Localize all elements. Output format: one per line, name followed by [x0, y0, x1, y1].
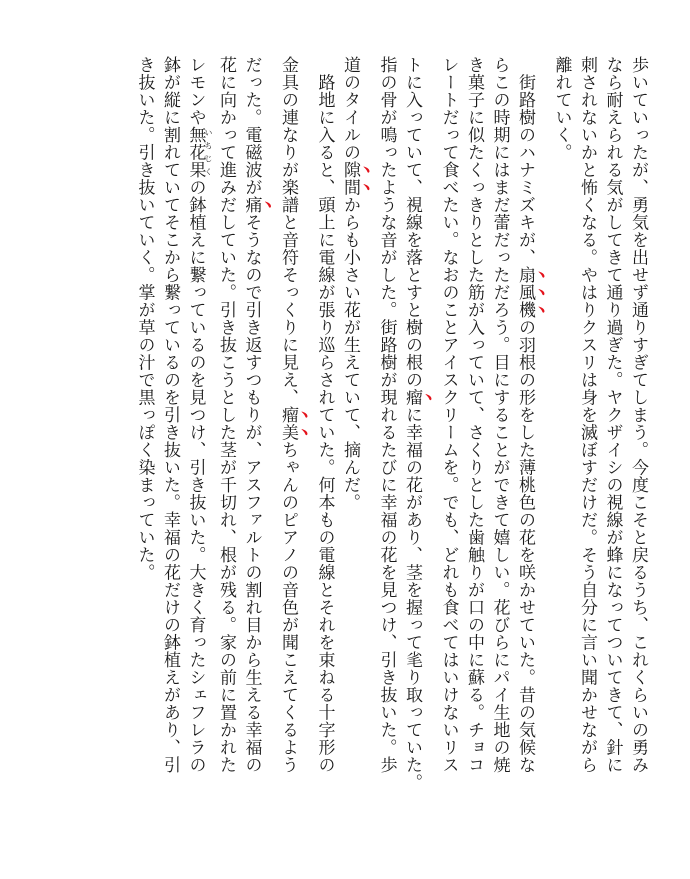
- text-column: [157, 56, 183, 836]
- emphasis-mark-text: 扇風機: [515, 266, 535, 319]
- text-column: [213, 56, 239, 836]
- text-column: [461, 56, 487, 836]
- text-column: [625, 56, 651, 836]
- text-run: き抜いた。引き抜いていく。掌が草の汁で黒っぽく染まっていた。: [134, 56, 155, 581]
- text-column: [574, 56, 600, 836]
- text-run: トに入っていて、視線を落とすと樹の根の: [402, 56, 422, 389]
- text-run: に幸福の花があり、茎を握って毟り取っていた。: [402, 406, 422, 791]
- text-column: [182, 56, 213, 836]
- text-run: 離れていく。: [551, 56, 572, 161]
- text-run: レモンや: [185, 56, 206, 126]
- text-run: だった。電磁波が: [241, 56, 262, 196]
- ruby-text: [185, 126, 213, 179]
- text-column: [548, 56, 574, 836]
- text-column: [373, 56, 399, 836]
- text-run: なら耐えられる気がしてきて通り過ぎた。ヤクザイシの視線が蜂になってついてきて、針に: [602, 56, 623, 774]
- emphasis-mark-text: 瘤: [402, 388, 422, 406]
- text-run: 刺されないかと怖くなる。やはりクスリは身を滅ぼすだけだ。そう自分に言い聞かせながら: [577, 56, 597, 774]
- text-run: 道のタイルの: [340, 56, 360, 161]
- text-column: [599, 56, 625, 836]
- text-run: の羽根の形をした薄桃色の花を咲かせていた。昔の気候な: [515, 318, 535, 774]
- text-column: [311, 56, 337, 836]
- text-run: からも小さい花が生えていて、摘んだ。: [340, 196, 360, 511]
- vertical-text-page: [30, 56, 650, 836]
- text-run: レートだって食べたい。なおのことアイスクリームを。でも、どれも食べてはいけないリス: [438, 56, 459, 774]
- text-column: [337, 56, 374, 836]
- text-run: 街路樹のハナミズキが、: [515, 56, 535, 266]
- text-run: そうなので引き返すつもりが、アスファルトの割れ目から生える幸福の: [241, 213, 262, 774]
- text-column: [399, 56, 436, 836]
- ruby-reading: いちじく: [204, 126, 213, 179]
- emphasis-mark-text: 瘤美: [278, 406, 298, 441]
- text-run: らこの時期にはまだ蕾だっただろう。目にすることができて嬉しい。花びらにパイ生地の焼: [489, 56, 510, 774]
- text-column: [512, 56, 549, 836]
- emphasis-mark-text: 隙間: [340, 161, 360, 196]
- text-run: 鉢が縦に割れていてそこから繋っているのを引き抜いた。幸福の花だけの鉢植えがあり、引: [160, 56, 180, 774]
- text-run: 花に向かって進みだしていた。引き抜こうとした茎が千切れ、根が残る。家の前に置かれた: [216, 56, 236, 774]
- emphasis-mark-text: 痛: [241, 196, 262, 214]
- text-run: 金具の連なりが楽譜と音符そっくりに見え、: [278, 56, 298, 406]
- text-column: [238, 56, 275, 836]
- text-run: 歩いていったが、勇気を出せず通りすぎてしまう。今度こそと戻るうち、これくらいの勇み: [628, 56, 648, 774]
- text-run: ちゃんのピアノの音色が聞こえてくるよう: [278, 441, 298, 774]
- text-run: の鉢植えに繋っているのを見つけ、引き抜いた。大きく育ったシェフレラの: [185, 178, 206, 774]
- text-column: [435, 56, 461, 836]
- text-run: き菓子に似たくっきりとした筋が入っていて、さくりとした歯触りが口の中に蘇る。チョコ: [464, 56, 484, 774]
- text-run: 指の骨が鳴ったような音がした。街路樹が現れるたびに幸福の花を見つけ、引き抜いた。歩: [376, 56, 397, 774]
- text-column: [131, 56, 157, 836]
- ruby-base: 無花果: [185, 126, 206, 179]
- text-column: [486, 56, 512, 836]
- text-run: 路地に入ると、頭上に電線が張り巡らされていた。何本もの電線とそれを束ねる十字形の: [314, 56, 335, 774]
- text-column: [275, 56, 312, 836]
